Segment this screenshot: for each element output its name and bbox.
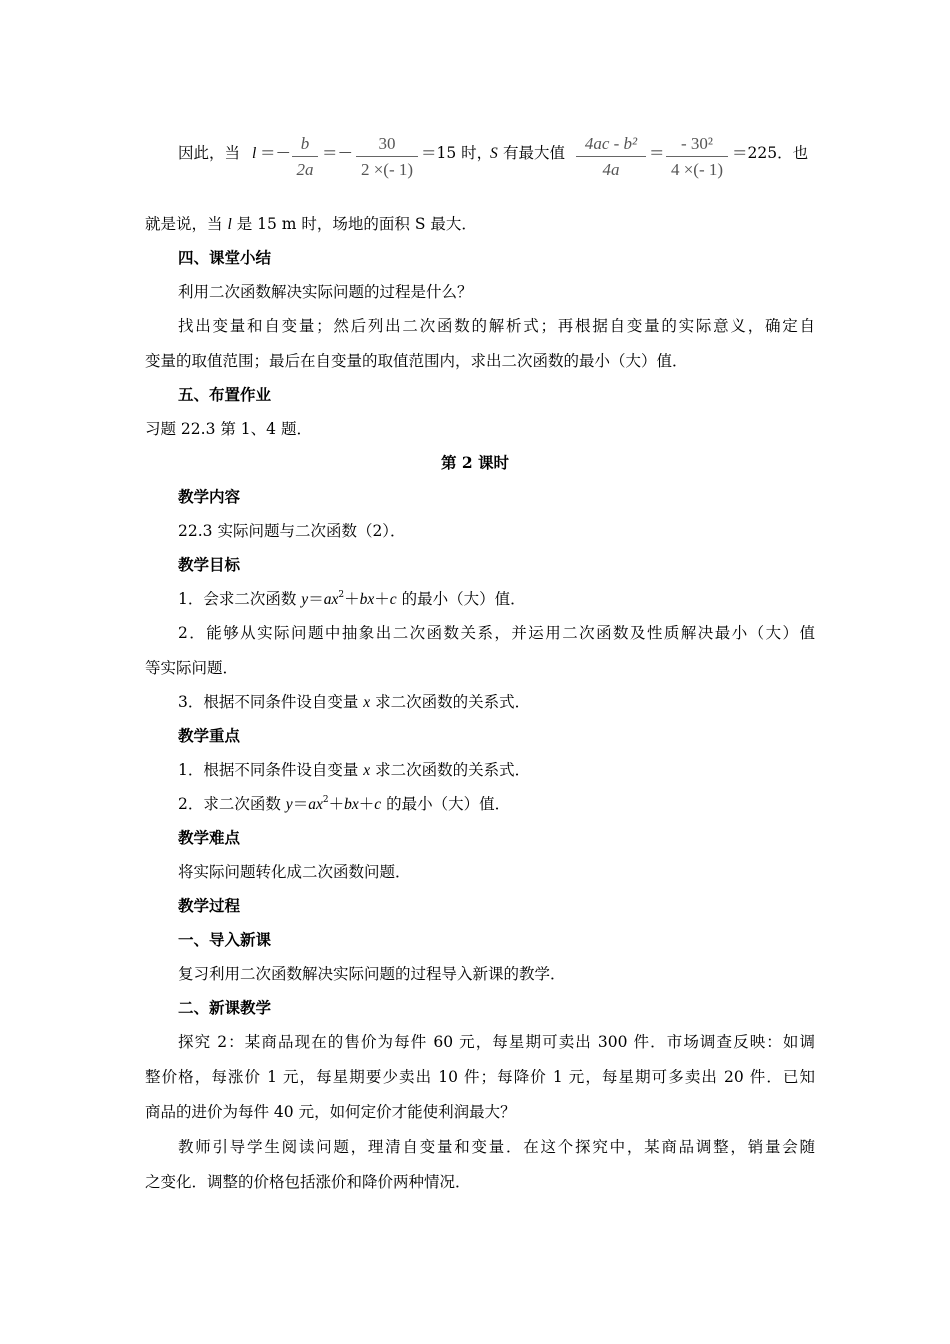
section-4-question: 利用二次函数解决实际问题的过程是什么？ bbox=[178, 283, 473, 301]
section-5-title: 五、布置作业 bbox=[178, 385, 272, 404]
goal-1: 1．会求二次函数 $y=ax^2+bx+c$ 的最小（大）值． bbox=[178, 590, 526, 608]
guide-line1: 教师引导学生阅读问题，理清自变量和变量．在这个探究中，某商品调整，销量会随 bbox=[178, 1138, 815, 1156]
part-1-text: 复习利用二次函数解决实际问题的过程导入新课的教学． bbox=[178, 965, 566, 983]
formula-eq-3: ＝ bbox=[649, 144, 665, 162]
goals-title: 教学目标 bbox=[178, 555, 241, 574]
explore-line3: 商品的进价为每件 40 元，如何定价才能使利润最大？ bbox=[145, 1103, 516, 1121]
formula-text-a: 因此，当 bbox=[178, 144, 241, 162]
fraction-30sq-over-4x-1: $\frac{\text{- 30²}}{4 \times(- 1)}$ bbox=[666, 132, 728, 183]
content-text: 22.3 实际问题与二次函数（2）． bbox=[178, 522, 406, 540]
content-title: 教学内容 bbox=[178, 487, 241, 506]
section-4-answer-line1: 找出变量和自变量；然后列出二次函数的解析式；再根据自变量的实际意义，确定自 bbox=[178, 317, 815, 335]
formula-var-s: S bbox=[490, 145, 498, 162]
key-points-title: 教学重点 bbox=[178, 726, 241, 745]
explore-line2: 整价格，每涨价 1 元，每星期要少卖出 10 件；每降价 1 元，每星期可多卖出 20 件．已知 bbox=[145, 1068, 815, 1086]
lesson-2-title: 第 2 课时 bbox=[440, 453, 510, 472]
formula-tail: ＝225．也 bbox=[732, 144, 809, 162]
section-4-answer-line2: 变量的取值范围；最后在自变量的取值范围内，求出二次函数的最小（大）值． bbox=[145, 352, 688, 370]
section-5-text: 习题 22.3 第 1、4 题． bbox=[145, 420, 312, 438]
difficulty-title: 教学难点 bbox=[178, 828, 241, 847]
section-4-title: 四、课堂小结 bbox=[178, 248, 272, 267]
fraction-30-over-2x-1: $\frac{30}{2 \times(- 1)}$ bbox=[356, 132, 418, 183]
formula-eq-minus-2: ＝－ bbox=[322, 144, 354, 162]
goal-3: 3．根据不同条件设自变量 x 求二次函数的关系式． bbox=[178, 693, 531, 711]
fraction-b-over-2a: $\frac{b}{2a}$ bbox=[292, 132, 318, 183]
formula-var-l: l bbox=[252, 145, 257, 162]
key-point-2: 2．求二次函数 $y=ax^2+bx+c$ 的最小（大）值． bbox=[178, 795, 511, 813]
part-2-title: 二、新课教学 bbox=[178, 998, 272, 1017]
explore-line1: 探究 2：某商品现在的售价为每件 60 元，每星期可卖出 300 件．市场调查反映：如调 bbox=[178, 1033, 815, 1051]
formula-eq-minus-1: ＝－ bbox=[260, 144, 292, 162]
formula-eq-15: ＝15 时， bbox=[421, 144, 493, 162]
goal-2-line2: 等实际问题． bbox=[145, 659, 239, 677]
formula-text-max: 有最大值 bbox=[503, 144, 566, 162]
guide-line2: 之变化．调整的价格包括涨价和降价两种情况． bbox=[145, 1173, 471, 1191]
key-point-1: 1．根据不同条件设自变量 x 求二次函数的关系式． bbox=[178, 761, 531, 779]
difficulty-text: 将实际问题转化成二次函数问题． bbox=[178, 863, 411, 881]
goal-2-line1: 2．能够从实际问题中抽象出二次函数关系，并运用二次函数及性质解决最小（大）值 bbox=[178, 624, 815, 642]
paragraph-conclusion: 就是说，当 l 是 15 m 时，场地的面积 S 最大． bbox=[145, 215, 477, 233]
part-1-title: 一、导入新课 bbox=[178, 930, 272, 949]
fraction-discriminant: $\frac{\text{4ac - b²}}{4a}$ bbox=[576, 132, 646, 183]
process-title: 教学过程 bbox=[178, 896, 241, 915]
formula-line bbox=[178, 132, 815, 192]
